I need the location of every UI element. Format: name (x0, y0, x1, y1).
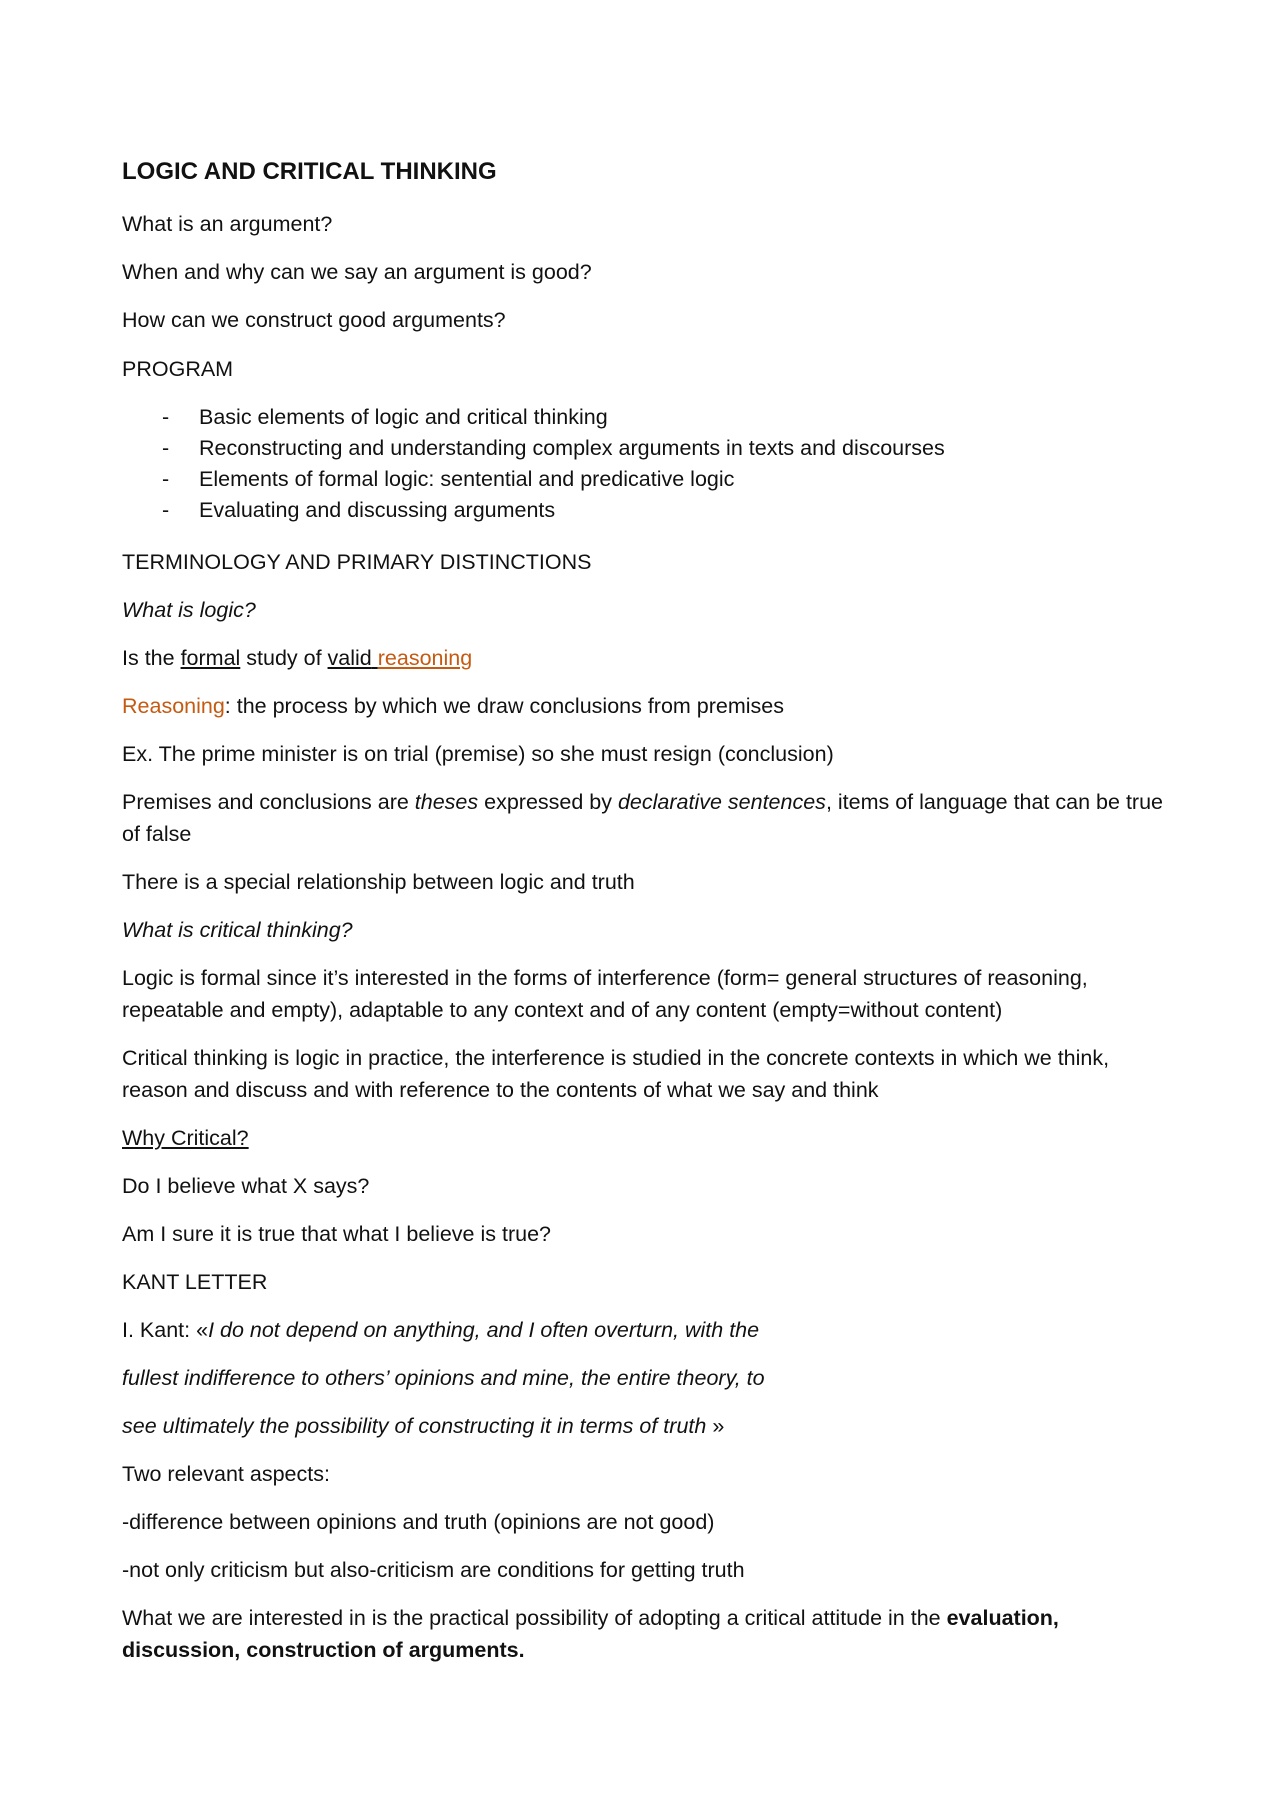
term-valid: valid (327, 646, 372, 670)
program-heading: PROGRAM (122, 357, 234, 381)
term-theses: theses (414, 790, 479, 814)
list-dash: - (162, 467, 170, 491)
program-list (122, 402, 1172, 526)
kant-quote-prefix: I. Kant: « (122, 1318, 209, 1342)
reasoning-term: Reasoning (122, 694, 225, 718)
list-item (122, 402, 1172, 433)
list-item-text: Evaluating and discussing arguments (199, 498, 556, 522)
logic-formal-paragraph: Logic is formal since it’s interested in the forms of interference (form= general structures of reasoning, repeatable and empty), adaptable to any context and of any content (empty=without content) (122, 966, 1088, 1022)
conclusion-text: What we are interested in is the practical possibility of adopting a critical attitude in the (122, 1606, 947, 1630)
conclusion-bold-text: evaluation, discussion, construction of arguments. (122, 1606, 1059, 1662)
why-critical-heading: Why Critical? (122, 1126, 249, 1150)
critical-thinking-paragraph: Critical thinking is logic in practice, the interference is studied in the concrete contexts in which we think, reason and discuss and with reference to the contents of what we say and think (122, 1046, 1110, 1102)
kant-quote-line-1 (122, 1314, 1172, 1346)
document-title: LOGIC AND CRITICAL THINKING (122, 158, 497, 185)
kant-quote-text: I do not depend on anything, and I often overturn, with the (208, 1318, 760, 1342)
what-is-critical-thinking-heading: What is critical thinking? (122, 918, 353, 942)
list-item (122, 495, 1172, 526)
term-declarative-sentences: declarative sentences (617, 790, 826, 814)
kant-quote-close: » (706, 1414, 725, 1438)
terminology-heading: TERMINOLOGY AND PRIMARY DISTINCTIONS (122, 550, 592, 574)
aspect-item-2: -not only criticism but also-criticism are conditions for getting truth (122, 1558, 745, 1582)
kant-quote-text: see ultimately the possibility of constructing it in terms of truth (122, 1414, 707, 1438)
definition-text: Is the (122, 646, 181, 670)
term-formal: formal (180, 646, 241, 670)
premises-text: , items of language that can be true of false (122, 790, 1163, 846)
logic-truth-relationship: There is a special relationship between logic and truth (122, 870, 635, 894)
what-is-logic-heading: What is logic? (122, 598, 256, 622)
conclusion-paragraph (122, 1602, 1172, 1666)
list-item-text: Reconstructing and understanding complex arguments in texts and discourses (199, 436, 945, 460)
list-item (122, 464, 1172, 495)
list-item (122, 433, 1172, 464)
list-item-text: Elements of formal logic: sentential and predicative logic (199, 467, 735, 491)
question-believe-x: Do I believe what X says? (122, 1174, 370, 1198)
premises-paragraph (122, 786, 1172, 850)
logic-definition (122, 642, 1172, 674)
question-argument: What is an argument? (122, 212, 333, 236)
kant-quote-line-2: fullest indifference to others’ opinions and mine, the entire theory, to (122, 1366, 765, 1390)
reasoning-definition (122, 690, 1172, 722)
list-item-text: Basic elements of logic and critical thinking (199, 405, 608, 429)
example-sentence: Ex. The prime minister is on trial (premise) so she must resign (conclusion) (122, 742, 834, 766)
question-construct: How can we construct good arguments? (122, 308, 506, 332)
reasoning-definition-text: : the process by which we draw conclusions from premises (224, 694, 785, 718)
question-good-argument: When and why can we say an argument is good? (122, 260, 592, 284)
question-am-i-sure: Am I sure it is true that what I believe is true? (122, 1222, 551, 1246)
kant-letter-heading: KANT LETTER (122, 1270, 268, 1294)
two-aspects-heading: Two relevant aspects: (122, 1462, 330, 1486)
premises-text: expressed by (478, 790, 618, 814)
definition-text: study of (240, 646, 328, 670)
kant-quote-line-3 (122, 1410, 1172, 1442)
list-dash: - (162, 436, 170, 460)
list-dash: - (162, 498, 170, 522)
aspect-item-1: -difference between opinions and truth (opinions are not good) (122, 1510, 715, 1534)
premises-text: Premises and conclusions are (122, 790, 415, 814)
list-dash: - (162, 405, 170, 429)
term-reasoning-link[interactable]: reasoning (377, 646, 473, 670)
